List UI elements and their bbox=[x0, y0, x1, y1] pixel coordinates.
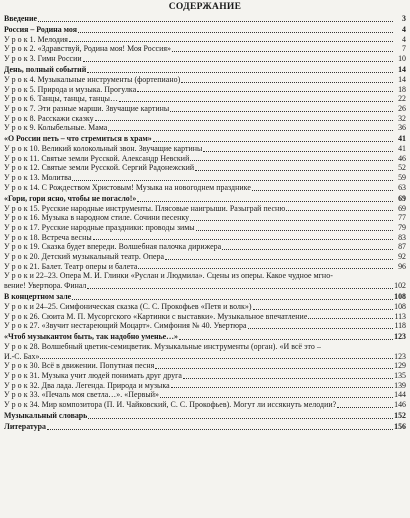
toc-lesson-row bbox=[4, 75, 406, 85]
dot-leader bbox=[248, 327, 393, 329]
dot-leader bbox=[137, 200, 393, 202]
toc-lesson-row bbox=[4, 183, 406, 193]
dot-leader bbox=[87, 287, 393, 289]
lesson-title: У р о к 14. С Рождеством Христовым! Музыка на новогоднем празднике bbox=[4, 182, 251, 192]
dot-leader bbox=[190, 159, 393, 161]
toc-lesson-row bbox=[4, 94, 406, 104]
toc-section-row bbox=[4, 411, 406, 421]
page-title: СОДЕРЖАНИЕ bbox=[168, 2, 242, 12]
dot-leader bbox=[337, 406, 393, 408]
page-number: 4 bbox=[402, 25, 406, 35]
toc-section-row bbox=[4, 65, 406, 75]
page-number: 14 bbox=[398, 74, 406, 84]
page-number: 69 bbox=[398, 203, 406, 213]
page-number: 10 bbox=[398, 54, 406, 64]
toc-section-row bbox=[4, 292, 406, 302]
lesson-title: У р о к 34. Мир композитора (П. И. Чайковский, С. С. Прокофьев). Могут ли иссякнуть мелодии? bbox=[4, 400, 337, 410]
lesson-title: У р о к и 24–25. Симфоническая сказка (С. С. Прокофьев «Петя и волк») bbox=[4, 301, 252, 311]
lesson-title: У р о к 28. Волшебный цветик-семицветик. Музыкальные инструменты (орган). «И всё это – bbox=[4, 342, 321, 352]
dot-leader bbox=[119, 100, 393, 102]
toc-lesson-row bbox=[4, 271, 406, 281]
page-number: 22 bbox=[398, 94, 406, 104]
dot-leader bbox=[179, 338, 393, 340]
lesson-title: У р о к 12. Святые земли Русской. Сергий Радонежский bbox=[4, 163, 195, 173]
toc-lesson-row bbox=[4, 114, 406, 124]
lesson-title: У р о к 32. Два лада. Легенда. Природа и музыка bbox=[4, 380, 170, 390]
section-title: Музыкальный словарь bbox=[4, 411, 88, 421]
lesson-title: У р о к 31. Музыка учит людей понимать друг друга bbox=[4, 371, 182, 381]
page-number: 41 bbox=[398, 134, 406, 144]
toc-lesson-row bbox=[4, 154, 406, 164]
page-number: 36 bbox=[398, 123, 406, 133]
page-number: 144 bbox=[394, 390, 406, 400]
dot-leader bbox=[165, 258, 393, 260]
lesson-title: У р о к 21. Балет. Театр оперы и балета bbox=[4, 261, 138, 271]
toc-lesson-row bbox=[4, 163, 406, 173]
dot-leader bbox=[72, 298, 393, 300]
dot-leader bbox=[160, 396, 393, 398]
page-number: 129 bbox=[394, 361, 406, 371]
page-number: 102 bbox=[394, 281, 406, 291]
lesson-title: вение! Увертюра. Финал bbox=[4, 281, 87, 291]
page-number: 4 bbox=[402, 34, 406, 44]
toc-lesson-row bbox=[4, 54, 406, 64]
page-number: 14 bbox=[398, 65, 406, 75]
section-title: Россия – Родина моя bbox=[4, 25, 77, 35]
toc-lesson-row bbox=[4, 144, 406, 154]
dot-leader bbox=[155, 367, 393, 369]
section-title: Литература bbox=[4, 422, 46, 432]
lesson-title: У р о к 33. «Печаль моя светла…». «Первый» bbox=[4, 390, 159, 400]
section-title: «О России петь – что стремиться в храм» bbox=[4, 134, 152, 144]
page-number: 156 bbox=[394, 422, 406, 432]
lesson-title: У р о к 26. Сюита М. П. Мусоргского «Картинки с выставки». Музыкальное впечатление bbox=[4, 311, 308, 321]
toc-lesson-row bbox=[4, 252, 406, 262]
lesson-title: У р о к 1. Мелодия bbox=[4, 34, 68, 44]
dot-leader bbox=[95, 119, 393, 121]
toc-section-row bbox=[4, 25, 406, 35]
toc-lesson-row bbox=[4, 35, 406, 45]
toc-section-row bbox=[4, 194, 406, 204]
lesson-title: У р о к 3. Гимн России bbox=[4, 54, 82, 64]
page-number: 152 bbox=[394, 411, 406, 421]
dot-leader bbox=[83, 60, 393, 62]
toc-lesson-row bbox=[4, 223, 406, 233]
toc-lesson-row bbox=[4, 104, 406, 114]
dot-leader bbox=[40, 357, 393, 359]
toc-lesson-row bbox=[4, 342, 406, 352]
dot-leader bbox=[222, 248, 393, 250]
dot-leader bbox=[137, 90, 393, 92]
lesson-title: У р о к 8. Расскажи сказку bbox=[4, 113, 94, 123]
page-number: 77 bbox=[398, 213, 406, 223]
page-number: 3 bbox=[402, 14, 406, 23]
lesson-title: У р о к 7. Эти разные марши. Звучащие картины bbox=[4, 103, 170, 113]
lesson-title: У р о к 18. Встреча весны bbox=[4, 232, 92, 242]
page-number: 32 bbox=[398, 113, 406, 123]
dot-leader bbox=[88, 417, 393, 419]
page-number: 83 bbox=[398, 232, 406, 242]
lesson-title: У р о к 15. Русские народные инструменты. Плясовые наигрыши. Разыграй песню bbox=[4, 203, 286, 213]
toc-lesson-row bbox=[4, 85, 406, 95]
lesson-title: У р о к 2. «Здравствуй, Родина моя! Моя Россия» bbox=[4, 44, 172, 54]
lesson-title: У р о к 13. Молитва bbox=[4, 173, 72, 183]
dot-leader bbox=[195, 169, 393, 171]
page-number: 123 bbox=[394, 332, 406, 342]
page-number: 26 bbox=[398, 103, 406, 113]
toc-lesson-row bbox=[4, 352, 406, 362]
toc-section-row bbox=[4, 422, 406, 432]
dot-leader bbox=[171, 386, 393, 388]
page-number: 41 bbox=[398, 144, 406, 154]
page-number: 63 bbox=[398, 182, 406, 192]
lesson-title: У р о к 5. Природа и музыка. Прогулка bbox=[4, 84, 137, 94]
page-number: 108 bbox=[394, 301, 406, 311]
dot-leader bbox=[78, 31, 393, 33]
page-number: 108 bbox=[394, 292, 406, 302]
toc-lesson-row bbox=[4, 371, 406, 381]
page-number: 79 bbox=[398, 223, 406, 232]
toc-lesson-row bbox=[4, 44, 406, 54]
lesson-title: У р о к 27. «Звучит нестареющий Моцарт». Симфония № 40. Увертюра bbox=[4, 321, 247, 331]
page-number: 59 bbox=[398, 173, 406, 183]
lesson-title: У р о к 17. Русские народные праздники: проводы зимы bbox=[4, 223, 195, 232]
dot-leader bbox=[286, 209, 393, 211]
toc-lesson-row bbox=[4, 173, 406, 183]
toc-lesson-row bbox=[4, 262, 406, 272]
page-number: 92 bbox=[398, 252, 406, 262]
dot-leader bbox=[138, 267, 393, 269]
dot-leader bbox=[253, 308, 393, 310]
lesson-title: И.-С. Бах» bbox=[4, 351, 40, 361]
page-number: 118 bbox=[394, 321, 406, 331]
toc-section-row bbox=[4, 134, 406, 144]
dot-leader bbox=[69, 40, 393, 42]
lesson-title: У р о к 20. Детский музыкальный театр. Опера bbox=[4, 252, 165, 262]
toc-lesson-row bbox=[4, 204, 406, 214]
dot-leader bbox=[38, 20, 393, 22]
toc-lesson-row bbox=[4, 281, 406, 291]
toc-lesson-row bbox=[4, 381, 406, 391]
toc-lesson-row bbox=[4, 213, 406, 223]
dot-leader bbox=[203, 150, 393, 152]
toc-lesson-row bbox=[4, 242, 406, 252]
lesson-title: У р о к и 22–23. Опера М. И. Глинки «Руслан и Людмила». Сцены из оперы. Какое чудное мгно- bbox=[4, 271, 333, 281]
page-number: 135 bbox=[394, 371, 406, 381]
lesson-title: У р о к 10. Великий колокольный звон. Звучащие картины bbox=[4, 144, 203, 154]
page-number: 113 bbox=[394, 311, 406, 321]
page-number: 123 bbox=[394, 351, 406, 361]
section-title: В концертном зале bbox=[4, 292, 72, 302]
page-number: 7 bbox=[402, 44, 406, 54]
toc-section-row bbox=[4, 332, 406, 342]
section-title: Введение bbox=[4, 14, 38, 23]
toc-lesson-row bbox=[4, 361, 406, 371]
lesson-title: У р о к 4. Музыкальные инструменты (фортепиано) bbox=[4, 74, 181, 84]
lesson-title: У р о к 6. Танцы, танцы, танцы… bbox=[4, 94, 118, 104]
dot-leader bbox=[72, 179, 393, 181]
lesson-title: У р о к 11. Святые земли Русской. Александр Невский bbox=[4, 153, 190, 163]
section-title: «Чтоб музыкантом быть, так надобно уменье…» bbox=[4, 332, 179, 342]
dot-leader bbox=[190, 219, 393, 221]
page-number: 52 bbox=[398, 163, 406, 173]
toc-lesson-row bbox=[4, 400, 406, 410]
lesson-title: У р о к 30. Всё в движении. Попутная песня bbox=[4, 361, 155, 371]
dot-leader bbox=[308, 317, 393, 319]
dot-leader bbox=[87, 71, 393, 73]
section-title: «Гори, гори ясно, чтобы не погасло!» bbox=[4, 193, 137, 203]
table-of-contents bbox=[4, 14, 406, 432]
page-number: 146 bbox=[394, 400, 406, 410]
dot-leader bbox=[170, 110, 393, 112]
lesson-title: У р о к 16. Музыка в народном стиле. Сочини песенку bbox=[4, 213, 190, 223]
page-number: 18 bbox=[398, 84, 406, 94]
page-number: 87 bbox=[398, 242, 406, 252]
toc-lesson-row bbox=[4, 390, 406, 400]
toc-lesson-row bbox=[4, 312, 406, 322]
dot-leader bbox=[172, 50, 393, 52]
dot-leader bbox=[196, 229, 393, 231]
page-number: 46 bbox=[398, 153, 406, 163]
dot-leader bbox=[181, 81, 393, 83]
dot-leader bbox=[153, 140, 393, 142]
dot-leader bbox=[93, 238, 393, 240]
dot-leader bbox=[252, 189, 393, 191]
toc-section-row bbox=[4, 14, 406, 24]
lesson-title: У р о к 9. Колыбельные. Мама bbox=[4, 123, 108, 133]
dot-leader bbox=[108, 129, 393, 131]
page-number: 69 bbox=[398, 193, 406, 203]
dot-leader bbox=[183, 377, 393, 379]
dot-leader bbox=[47, 428, 393, 430]
lesson-title: У р о к 19. Сказка будет впереди. Волшебная палочка дирижера bbox=[4, 242, 222, 252]
toc-lesson-row bbox=[4, 302, 406, 312]
toc-lesson-row bbox=[4, 123, 406, 133]
toc-lesson-row bbox=[4, 233, 406, 243]
section-title: День, полный событий bbox=[4, 65, 87, 75]
toc-lesson-row bbox=[4, 321, 406, 331]
page-number: 139 bbox=[394, 380, 406, 390]
page-number: 96 bbox=[398, 261, 406, 271]
